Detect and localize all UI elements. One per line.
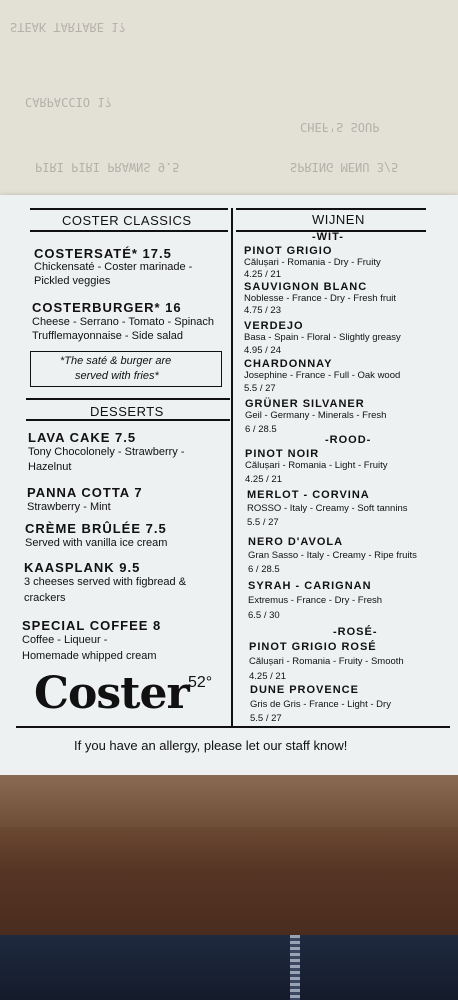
- dish-description: Pickled veggies: [34, 275, 111, 287]
- wine-description: Călușari - Romania - Fruity - Smooth: [249, 656, 404, 667]
- zipper: [290, 935, 300, 1000]
- wine-price: 4.95 / 24: [244, 345, 281, 356]
- section-header-wines: WIJNEN: [312, 212, 365, 227]
- bottom-rule: [16, 726, 450, 728]
- wine-section-label: -ROSÉ-: [333, 626, 378, 638]
- wine-name: SAUVIGNON BLANC: [244, 281, 368, 293]
- section-header-desserts: DESSERTS: [90, 404, 164, 419]
- column-divider: [231, 208, 233, 728]
- dessert-name: PANNA COTTA 7: [27, 485, 143, 500]
- wine-description: Gris de Gris - France - Light - Dry: [250, 699, 391, 710]
- dish-description: Trufflemayonnaise - Side salad: [32, 330, 184, 342]
- wine-description: ROSSO - Italy - Creamy - Soft tannins: [247, 503, 408, 514]
- wine-price: 5.5 / 27: [250, 713, 282, 724]
- wine-price: 4.75 / 23: [244, 305, 281, 316]
- wine-description: Basa - Spain - Floral - Slightly greasy: [244, 332, 401, 343]
- dish-name: COSTERBURGER* 16: [32, 300, 182, 315]
- ghost-text: CHEF'S SOUP: [300, 120, 380, 134]
- dessert-description: Served with vanilla ice cream: [25, 537, 168, 549]
- dish-description: Cheese - Serrano - Tomato - Spinach: [32, 316, 214, 328]
- ghost-text: SPRING MENU 3/5: [290, 160, 399, 174]
- header-rule-left: [30, 230, 228, 232]
- desserts-rule-bottom: [26, 419, 230, 421]
- dessert-description: Strawberry - Mint: [27, 501, 111, 513]
- dessert-description: Coffee - Liqueur -: [22, 634, 108, 646]
- allergy-notice: If you have an allergy, please let our staff know!: [74, 738, 348, 753]
- dessert-name: SPECIAL COFFEE 8: [22, 618, 162, 633]
- wine-name: DUNE PROVENCE: [250, 684, 359, 696]
- dessert-description: Homemade whipped cream: [22, 650, 157, 662]
- wine-name: NERO D'AVOLA: [248, 536, 344, 548]
- back-menu-card: [0, 0, 458, 200]
- wine-description: Noblesse - France - Dry - Fresh fruit: [244, 293, 397, 304]
- dark-fabric: [0, 935, 458, 1000]
- dessert-name: CRÈME BRÛLÉE 7.5: [25, 521, 167, 536]
- wine-section-label: -WIT-: [312, 231, 344, 243]
- wine-description: Călușari - Romania - Dry - Fruity: [244, 257, 381, 268]
- dessert-description: 3 cheeses served with figbread &: [24, 576, 187, 588]
- ghost-text: PIRI PIRI PRAWNS 9.5: [35, 160, 180, 174]
- wine-price: 6 / 28.5: [245, 424, 277, 435]
- fries-note-line: *The saté & burger are: [60, 355, 172, 367]
- wine-name: SYRAH - CARIGNAN: [248, 580, 372, 592]
- dessert-name: LAVA CAKE 7.5: [28, 430, 137, 445]
- wine-price: 4.25 / 21: [244, 269, 281, 280]
- wine-description: Extremus - France - Dry - Fresh: [248, 595, 383, 606]
- wine-name: GRÜNER SILVANER: [245, 398, 365, 410]
- wooden-table: [0, 775, 458, 935]
- desserts-rule-top: [26, 398, 230, 400]
- ghost-text: STEAK TARTARE 1?: [10, 20, 126, 34]
- ghost-text: CARPACCIO 1?: [25, 95, 112, 109]
- wine-name: PINOT GRIGIO: [244, 245, 333, 257]
- dessert-description: crackers: [24, 592, 66, 604]
- wine-description: Geil - Germany - Minerals - Fresh: [245, 410, 387, 421]
- wine-price: 6.5 / 30: [248, 610, 280, 621]
- top-rule-left: [30, 208, 228, 210]
- wine-description: Gran Sasso - Italy - Creamy - Ripe fruits: [248, 550, 417, 561]
- wine-price: 4.25 / 21: [245, 474, 282, 485]
- wine-name: VERDEJO: [244, 320, 304, 332]
- wine-description: Josephine - France - Full - Oak wood: [244, 370, 401, 381]
- fries-note-line: served with fries*: [75, 370, 159, 382]
- wine-name: PINOT GRIGIO ROSÉ: [249, 641, 377, 653]
- logo-superscript: 52°: [188, 674, 213, 691]
- coster-logo: Coster: [34, 668, 189, 719]
- dessert-description: Hazelnut: [28, 461, 72, 473]
- dessert-description: Tony Chocolonely - Strawberry -: [28, 446, 185, 458]
- section-header-classics: COSTER CLASSICS: [62, 213, 192, 228]
- dessert-name: KAASPLANK 9.5: [24, 560, 141, 575]
- wine-name: CHARDONNAY: [244, 358, 333, 370]
- wine-price: 4.25 / 21: [249, 671, 286, 682]
- dish-name: COSTERSATÉ* 17.5: [34, 246, 172, 261]
- wine-description: Călușari - Romania - Light - Fruity: [245, 460, 388, 471]
- wine-price: 5.5 / 27: [247, 517, 279, 528]
- wine-price: 5.5 / 27: [244, 383, 276, 394]
- wine-name: MERLOT - CORVINA: [247, 489, 370, 501]
- dish-description: Chickensaté - Coster marinade -: [34, 261, 193, 273]
- wine-price: 6 / 28.5: [248, 564, 280, 575]
- top-rule-right: [236, 208, 426, 210]
- wine-name: PINOT NOIR: [245, 448, 320, 460]
- wine-section-label: -ROOD-: [325, 434, 372, 446]
